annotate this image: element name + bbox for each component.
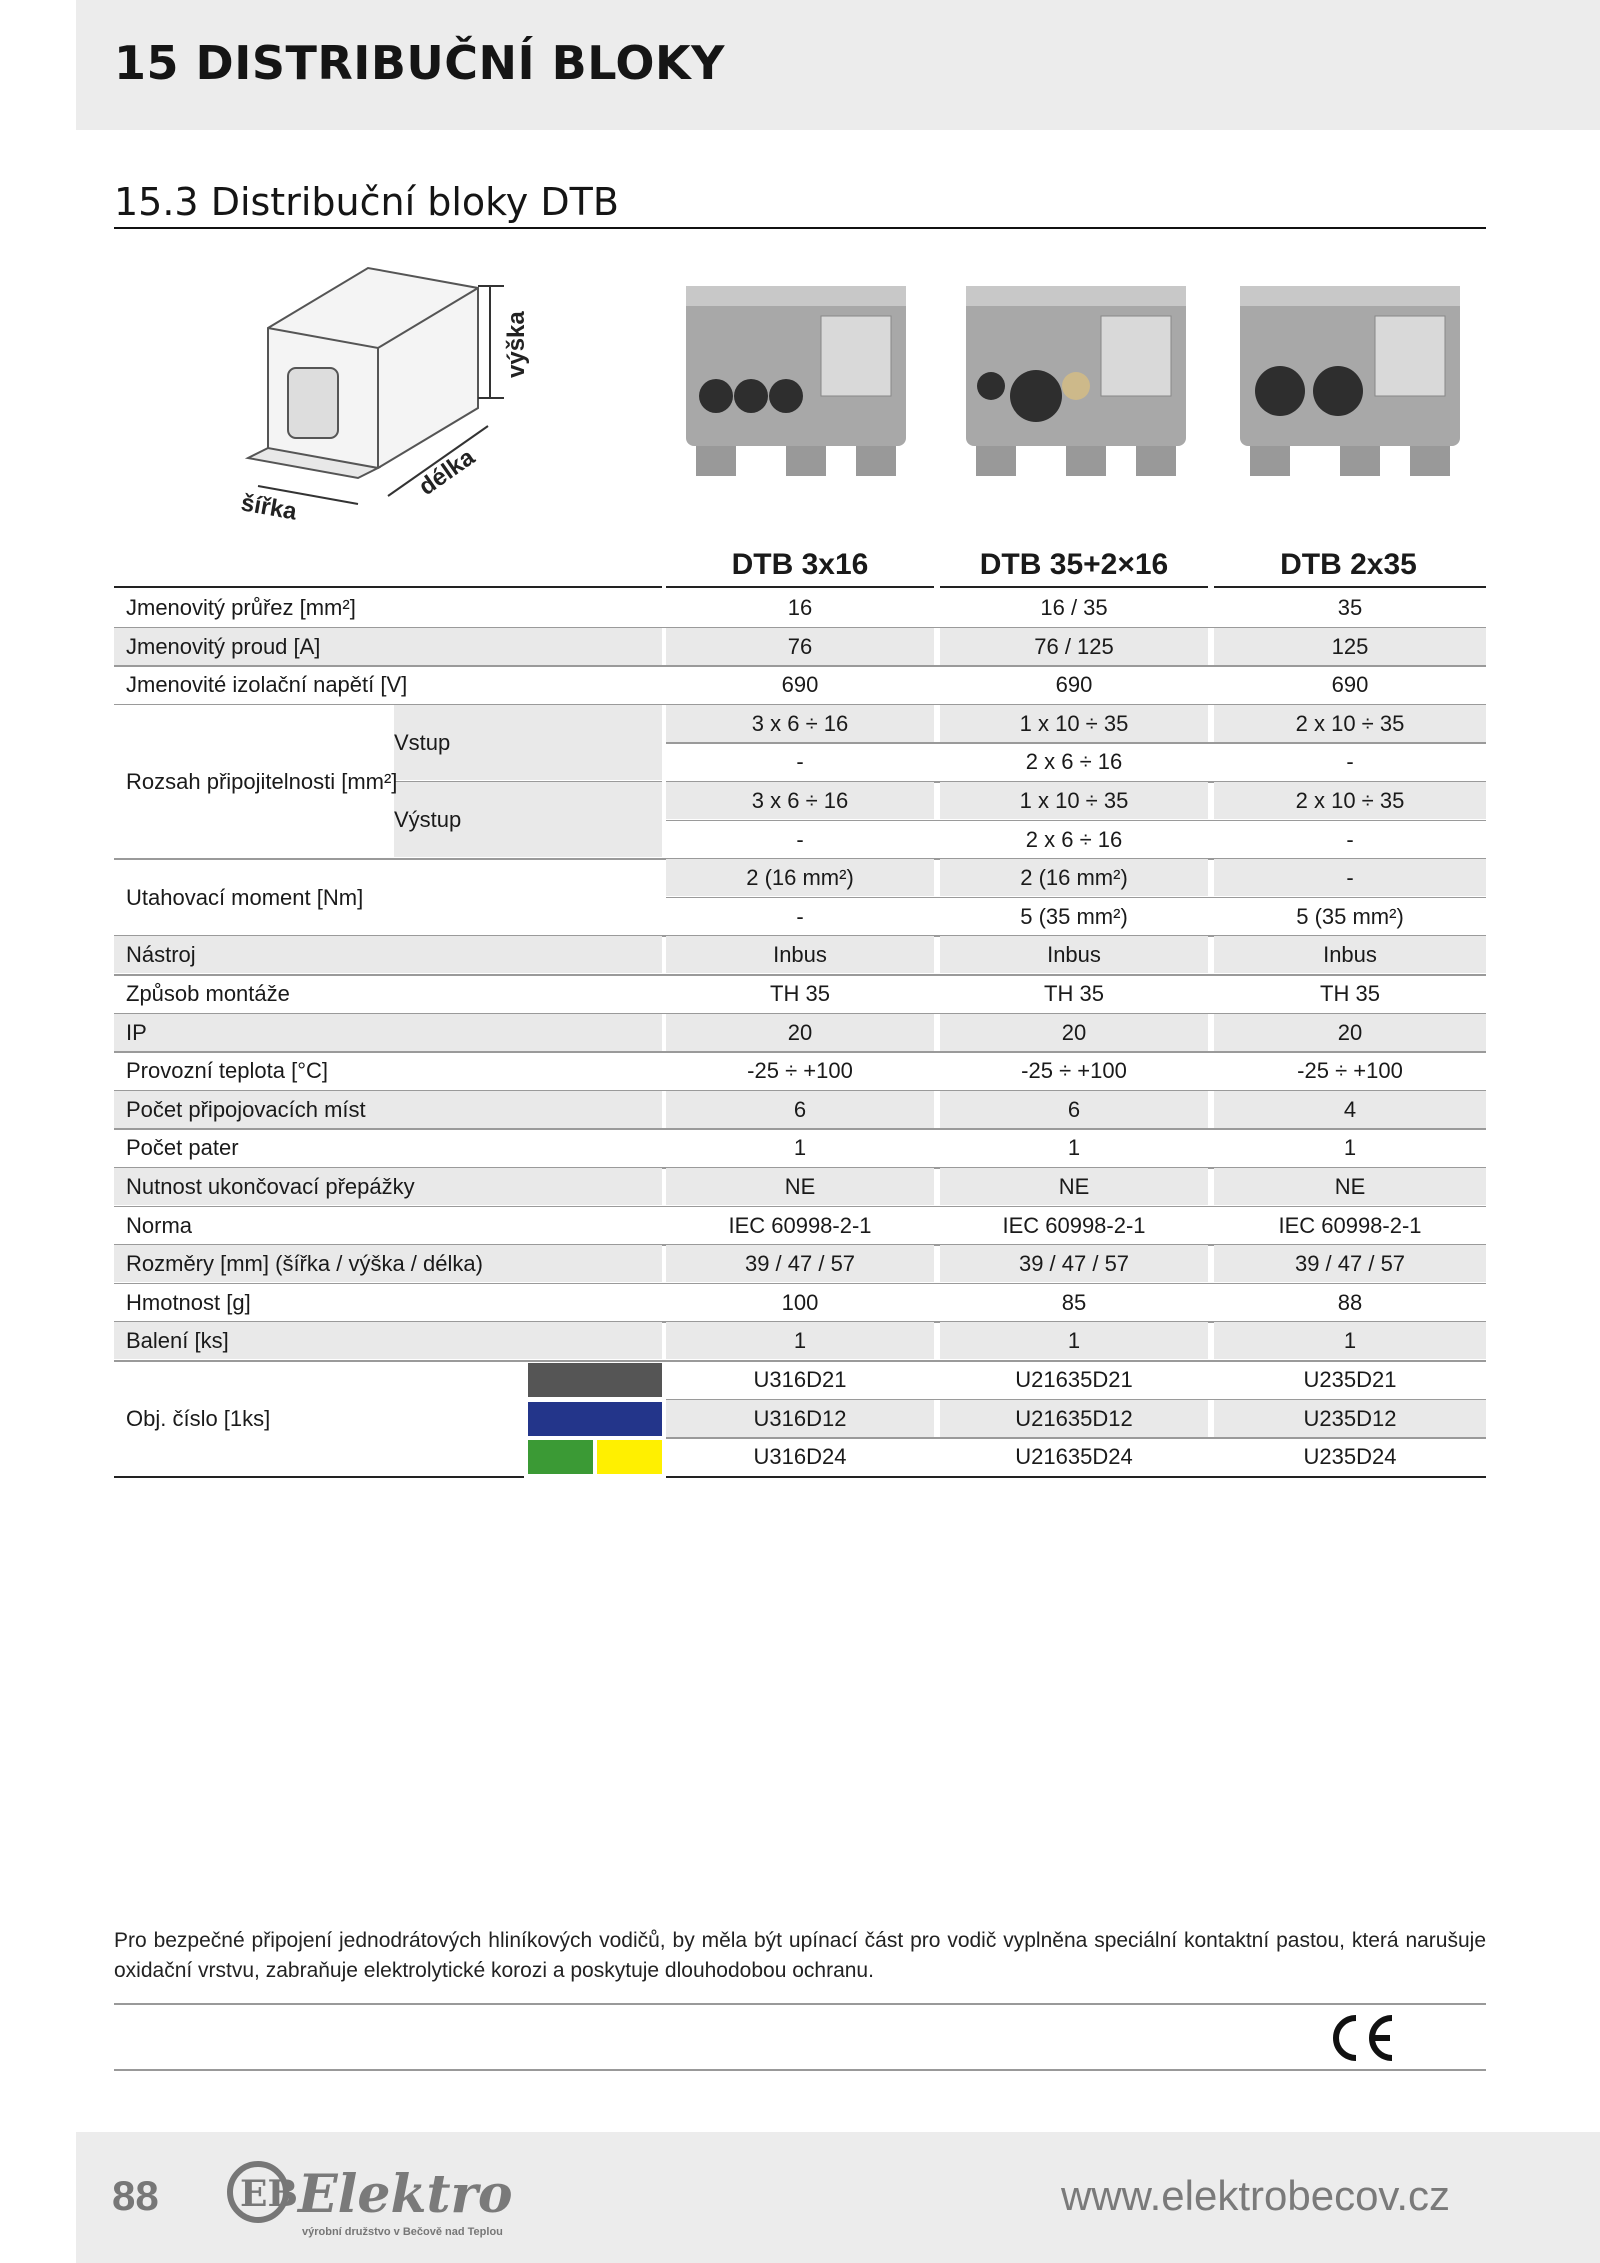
chapter-title: 15 DISTRIBUČNÍ BLOKY [114, 36, 725, 90]
table-cell: 76 / 125 [1034, 633, 1114, 659]
table-cell: 20 [1337, 1019, 1363, 1045]
range-input-label: Vstup [394, 730, 451, 756]
table-cell: 16 / 35 [1040, 595, 1108, 620]
table-cell: Inbus [1323, 942, 1377, 968]
table-cell: 4 [1343, 1096, 1357, 1122]
table-cell: 1 [1067, 1328, 1081, 1354]
table-cell: NE [1334, 1174, 1366, 1199]
logo-subtitle: výrobní družstvo v Bečově nad Teplou [302, 2226, 503, 2238]
table-cell: 1 [793, 1328, 807, 1354]
table-cell: 39 / 47 / 57 [1294, 1251, 1406, 1277]
table-cell: U235D24 [1303, 1444, 1397, 1470]
table-cell: 1 x 10 ÷ 35 [1019, 710, 1129, 736]
table-cell: 20 [1061, 1019, 1087, 1045]
table-cell: 1 [1343, 1328, 1357, 1354]
row-label: Balení [ks] [126, 1328, 229, 1354]
table-cell: 76 [787, 633, 813, 659]
table-cell: 3 x 6 ÷ 16 [751, 788, 849, 813]
section-title: 15.3 Distribuční bloky DTB [114, 180, 619, 224]
table-cell: NE [1058, 1174, 1090, 1199]
table-cell: 1 [1067, 1135, 1081, 1161]
row-label: Hmotnost [g] [126, 1289, 251, 1315]
table-cell: 690 [1055, 672, 1093, 698]
table-cell: U21635D21 [1015, 1367, 1133, 1392]
row-label: Počet připojovacích míst [126, 1096, 366, 1122]
table-cell: 5 (35 mm²) [1296, 903, 1404, 929]
product-photo-dtb-3x16 [676, 276, 916, 496]
table-cell: - [1346, 826, 1354, 852]
range-output-label: Výstup [394, 807, 462, 833]
length-label: délka [413, 443, 480, 501]
table-cell: 39 / 47 / 57 [744, 1251, 856, 1277]
table-cell: Inbus [773, 942, 827, 968]
table-cell: 6 [793, 1096, 807, 1122]
table-cell: 85 [1061, 1289, 1087, 1315]
col-header-3: DTB 2x35 [1280, 548, 1417, 581]
table-cell: 2 x 10 ÷ 35 [1295, 788, 1405, 813]
table-cell: -25 ÷ +100 [747, 1058, 853, 1084]
table-cell: 2 x 10 ÷ 35 [1295, 710, 1405, 736]
table-cell: U21635D12 [1015, 1405, 1133, 1431]
footnote: Pro bezpečné připojení jednodrátových hliníkových vodičů, by měla být upínací část pro vodič vyplněna speciální kontaktní pastou, která narušuje oxidační vrstvu, zabraňuje elektrolytické korozi a poskytuje dlouhodobou ochranu. [114, 1929, 1486, 1982]
table-cell: U235D12 [1303, 1405, 1397, 1431]
dimension-drawing [228, 258, 588, 538]
row-label: Způsob montáže [126, 981, 290, 1006]
table-bottom-rule [666, 1476, 1486, 1478]
table-top-rule-label [114, 586, 662, 588]
torque-label: Utahovací moment [Nm] [126, 884, 364, 910]
table-bottom-rule [114, 1476, 524, 1478]
table-cell: IEC 60998-2-1 [1002, 1212, 1146, 1238]
table-cell: - [796, 826, 804, 852]
row-label: Norma [126, 1212, 193, 1238]
color-swatch [597, 1440, 662, 1474]
table-cell: - [796, 903, 804, 929]
color-swatch [528, 1363, 662, 1397]
table-cell: 20 [787, 1019, 813, 1045]
ce-mark-icon [1326, 2012, 1398, 2064]
row-label: Počet pater [126, 1135, 239, 1161]
table-cell: 2 x 6 ÷ 16 [1025, 749, 1123, 775]
row-label: Jmenovitý průřez [mm²] [126, 595, 356, 620]
color-swatch [528, 1402, 662, 1436]
table-cell: U316D24 [753, 1444, 847, 1470]
table-cell: IEC 60998-2-1 [1278, 1212, 1422, 1238]
table-cell: 3 x 6 ÷ 16 [751, 710, 849, 736]
row-label: IP [126, 1019, 147, 1045]
table-cell: - [1346, 749, 1354, 775]
table-cell: 88 [1337, 1289, 1363, 1315]
table-cell: U21635D24 [1015, 1444, 1133, 1470]
svg-text:Elektro: Elektro [298, 2164, 513, 2225]
section-rule [114, 227, 1486, 229]
table-cell: 35 [1337, 595, 1363, 620]
order-label: Obj. číslo [1ks] [126, 1405, 271, 1431]
table-cell: 1 [793, 1135, 807, 1161]
table-cell: 125 [1331, 633, 1369, 659]
table-cell: 1 [1343, 1135, 1357, 1161]
footnote-rule-bottom [114, 2069, 1486, 2071]
color-swatch [528, 1440, 593, 1474]
product-photo-dtb-35-2x16 [956, 276, 1196, 496]
website-url[interactable]: www.elektrobecov.cz [1060, 2172, 1450, 2219]
svg-text:EB: EB [240, 2173, 298, 2215]
table-cell: 2 (16 mm²) [746, 865, 854, 891]
table-top-rule-2 [940, 586, 1208, 588]
col-header-2: DTB 35+2×16 [979, 548, 1169, 581]
table-cell: TH 35 [1320, 981, 1380, 1006]
table-cell: 690 [781, 672, 819, 698]
footnote-rule-top [114, 2003, 1486, 2005]
table-top-rule-1 [666, 586, 934, 588]
table-cell: U235D21 [1303, 1367, 1397, 1392]
table-cell: U316D12 [753, 1405, 847, 1431]
row-label: Rozměry [mm] (šířka / výška / délka) [126, 1251, 483, 1277]
product-photo-dtb-2x35 [1230, 276, 1470, 496]
table-cell: 2 (16 mm²) [1020, 865, 1128, 891]
table-cell: -25 ÷ +100 [1021, 1058, 1127, 1084]
table-cell: TH 35 [1044, 981, 1104, 1006]
table-cell: 5 (35 mm²) [1020, 903, 1128, 929]
row-label: Jmenovité izolační napětí [V] [126, 672, 408, 698]
width-label: šířka [238, 489, 299, 526]
row-label: Nutnost ukončovací přepážky [126, 1174, 415, 1199]
col-header-1: DTB 3x16 [731, 548, 869, 581]
table-cell: 1 x 10 ÷ 35 [1019, 788, 1129, 813]
table-cell: -25 ÷ +100 [1297, 1058, 1403, 1084]
table-cell: 6 [1067, 1096, 1081, 1122]
row-label: Nástroj [126, 942, 196, 968]
table-cell: 690 [1331, 672, 1369, 698]
row-label: Jmenovitý proud [A] [126, 633, 321, 659]
table-cell: 100 [781, 1289, 819, 1315]
table-cell: NE [784, 1174, 816, 1199]
table-cell: - [1346, 865, 1354, 891]
table-cell: U316D21 [753, 1367, 847, 1392]
table-cell: 16 [787, 595, 813, 620]
table-cell: - [796, 749, 804, 775]
table-cell: IEC 60998-2-1 [728, 1212, 872, 1238]
page-number: 88 [112, 2172, 159, 2219]
row-label: Provozní teplota [°C] [126, 1058, 329, 1084]
table-cell: Inbus [1047, 942, 1101, 968]
range-label: Rozsah připojitelnosti [mm²] [126, 768, 398, 794]
table-top-rule-3 [1214, 586, 1486, 588]
table-cell: 39 / 47 / 57 [1018, 1251, 1130, 1277]
table-cell: TH 35 [770, 981, 830, 1006]
table-cell: 2 x 6 ÷ 16 [1025, 826, 1123, 852]
height-label: výška [503, 311, 530, 378]
